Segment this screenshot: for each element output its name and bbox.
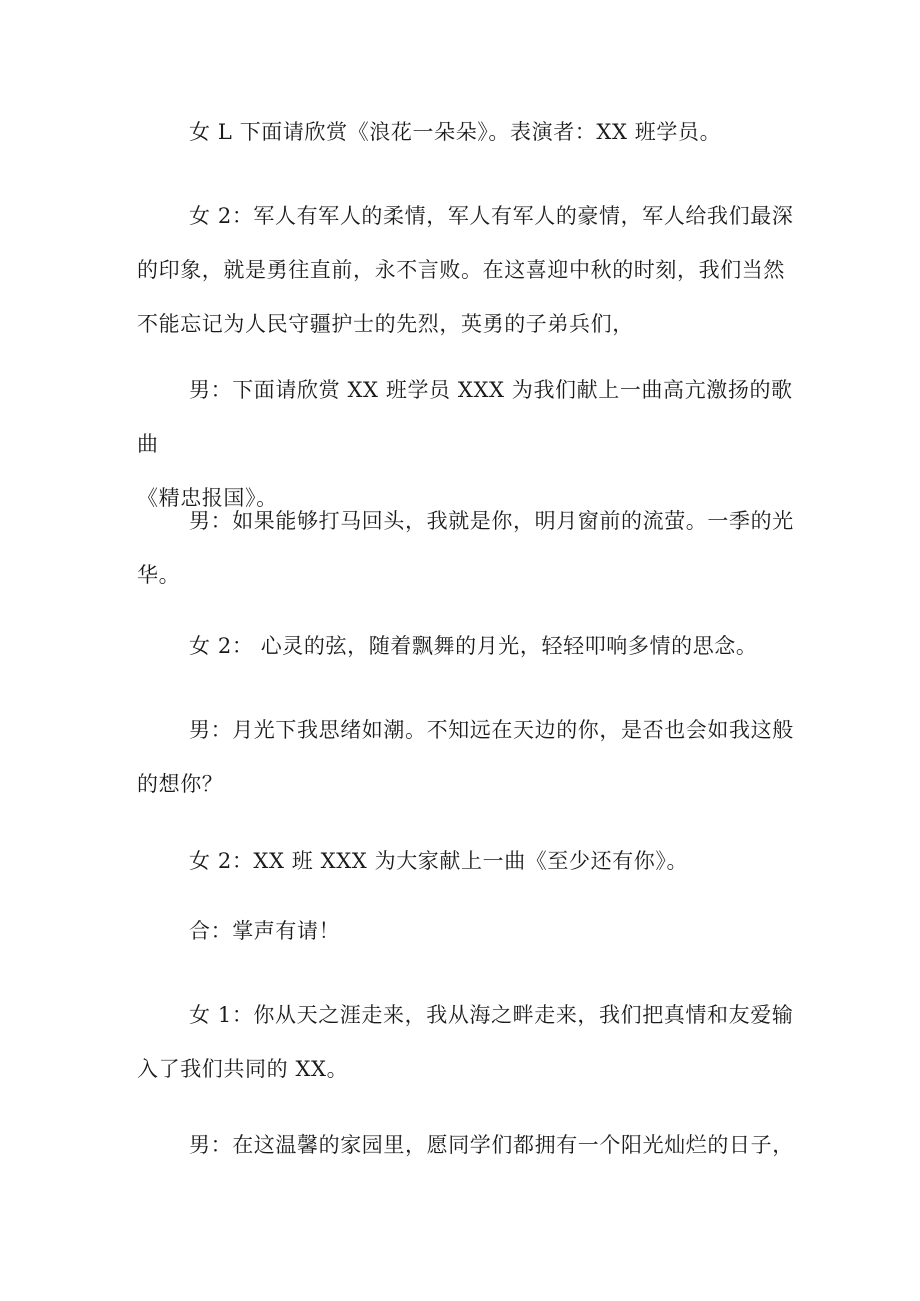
paragraph-line: 《精忠报国》。 bbox=[137, 486, 278, 510]
paragraph-line: 男：如果能够打马回头，我就是你，明月窗前的流萤。一季的光 bbox=[189, 509, 794, 533]
paragraph-line: 不能忘记为人民守疆护士的先烈，英勇的子弟兵们， bbox=[137, 312, 634, 336]
paragraph-2 bbox=[137, 189, 797, 351]
paragraph-line: 女 1：你从天之涯走来，我从海之畔走来，我们把真情和友爱输 bbox=[189, 1003, 794, 1027]
paragraph-line: 女 L 下面请欣赏《浪花一朵朵》。表演者：XX 班学员。 bbox=[189, 120, 722, 144]
paragraph-line: 女 2：军人有军人的柔情，军人有军人的豪情，军人给我们最深 bbox=[189, 204, 794, 228]
paragraph-6 bbox=[137, 703, 797, 811]
paragraph-line: 合：掌声有请！ bbox=[189, 919, 341, 943]
paragraph-line: 女 2：XX 班 XXX 为大家献上一曲《至少还有你》。 bbox=[189, 849, 689, 873]
paragraph-line: 男：下面请欣赏 XX 班学员 XXX 为我们献上一曲高亢激扬的歌曲 bbox=[137, 378, 793, 456]
paragraph-8 bbox=[137, 904, 797, 958]
paragraph-4 bbox=[137, 494, 797, 602]
paragraph-line: 男：月光下我思绪如潮。不知远在天边的你，是否也会如我这般 bbox=[189, 718, 794, 742]
paragraph-1 bbox=[137, 105, 797, 159]
paragraph-line: 男：在这温馨的家园里，愿同学们都拥有一个阳光灿烂的日子， bbox=[189, 1133, 794, 1157]
paragraph-line: 华。 bbox=[137, 563, 181, 587]
paragraph-line: 的印象，就是勇往直前，永不言败。在这喜迎中秋的时刻，我们当然 bbox=[137, 258, 785, 282]
paragraph-10 bbox=[137, 1118, 797, 1172]
paragraph-line: 女 2： 心灵的弦，随着飘舞的月光，轻轻叩响多情的思念。 bbox=[189, 634, 758, 658]
paragraph-9 bbox=[137, 988, 797, 1096]
paragraph-line: 的想你？ bbox=[137, 772, 224, 796]
paragraph-7 bbox=[137, 834, 797, 888]
paragraph-5 bbox=[137, 619, 797, 673]
paragraph-line: 入了我们共同的 XX。 bbox=[137, 1057, 349, 1081]
